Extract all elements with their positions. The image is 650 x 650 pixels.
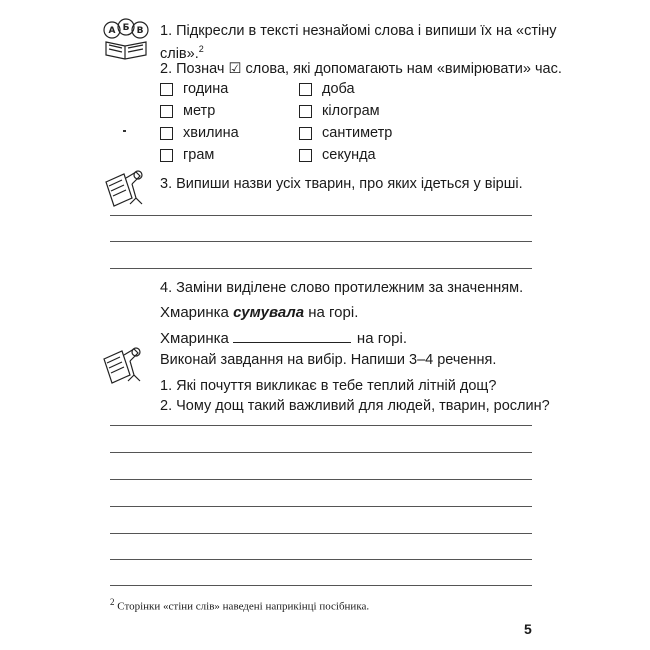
task1-line1: 1. Підкресли в тексті незнайомі слова і випиши їх на «стіну bbox=[160, 23, 557, 39]
option-label: сантиметр bbox=[322, 125, 393, 141]
blank-sentence-end: на горі. bbox=[356, 330, 408, 347]
icon-letter-v: В bbox=[136, 26, 144, 36]
answer-line[interactable] bbox=[110, 585, 532, 586]
answer-line[interactable] bbox=[110, 268, 532, 269]
footnote-ref: 2 bbox=[198, 44, 204, 54]
writing-pencil-icon bbox=[100, 345, 148, 387]
stray-mark bbox=[123, 130, 126, 132]
checkbox-khvylyna[interactable] bbox=[160, 127, 173, 140]
answer-line[interactable] bbox=[110, 425, 532, 426]
option-label: грам bbox=[183, 147, 215, 163]
task4-instruction: 4. Заміни виділене слово протилежним за значенням. bbox=[160, 280, 524, 296]
option-label: година bbox=[183, 81, 229, 97]
alphabet-book-icon bbox=[100, 18, 152, 60]
checkbox-kilohram[interactable] bbox=[299, 105, 312, 118]
writing-pencil-icon bbox=[102, 168, 150, 210]
answer-line[interactable] bbox=[110, 533, 532, 534]
answer-line[interactable] bbox=[110, 559, 532, 560]
task5-question-2: 2. Чому дощ такий важливий для людей, тварин, рослин? bbox=[160, 398, 550, 414]
footnote bbox=[110, 597, 369, 613]
sentence-start: Хмаринка bbox=[160, 304, 229, 321]
option-label: кілограм bbox=[322, 103, 380, 119]
checkbox-hram[interactable] bbox=[160, 149, 173, 162]
task4-sentence bbox=[160, 304, 358, 322]
answer-line[interactable] bbox=[110, 506, 532, 507]
footnote-text: Сторінки «стіни слів» наведені наприкінці посібника. bbox=[117, 600, 370, 613]
highlighted-word: сумувала bbox=[233, 304, 305, 321]
task3-instruction: 3. Випиши назви усіх тварин, про яких ідеться у вірші. bbox=[160, 176, 523, 192]
answer-line[interactable] bbox=[110, 241, 532, 242]
checkbox-doba[interactable] bbox=[299, 83, 312, 96]
task2-suffix: слова, які допомагають нам «вимірювати» час. bbox=[245, 61, 562, 77]
option-label: метр bbox=[183, 103, 216, 119]
icon-letter-a: А bbox=[108, 26, 116, 36]
checkbox-checked-icon: ☑ bbox=[228, 61, 242, 77]
task4-blank-sentence bbox=[160, 328, 407, 348]
footnote-number: 2 bbox=[110, 597, 115, 607]
task5-instruction: Виконай завдання на вибір. Напиши 3–4 речення. bbox=[160, 352, 497, 368]
checkbox-hodyna[interactable] bbox=[160, 83, 173, 96]
option-label: доба bbox=[322, 81, 355, 97]
checkbox-metr[interactable] bbox=[160, 105, 173, 118]
blank-sentence-start: Хмаринка bbox=[160, 330, 229, 347]
sentence-end: на горі. bbox=[308, 304, 359, 321]
answer-line[interactable] bbox=[110, 452, 532, 453]
task5-question-1: 1. Які почуття викликає в тебе теплий літній дощ? bbox=[160, 378, 497, 394]
checkbox-santymetr[interactable] bbox=[299, 127, 312, 140]
answer-line[interactable] bbox=[110, 479, 532, 480]
task2-prefix: 2. Познач bbox=[160, 61, 225, 77]
checkbox-sekunda[interactable] bbox=[299, 149, 312, 162]
icon-letter-b: Б bbox=[122, 23, 130, 33]
antonym-blank[interactable] bbox=[233, 328, 351, 343]
task1-line2-text: слів». bbox=[160, 45, 199, 62]
answer-line[interactable] bbox=[110, 215, 532, 216]
page-number: 5 bbox=[524, 621, 532, 637]
option-label: хвилина bbox=[183, 125, 239, 141]
option-label: секунда bbox=[322, 147, 376, 163]
task2-instruction bbox=[160, 60, 562, 78]
